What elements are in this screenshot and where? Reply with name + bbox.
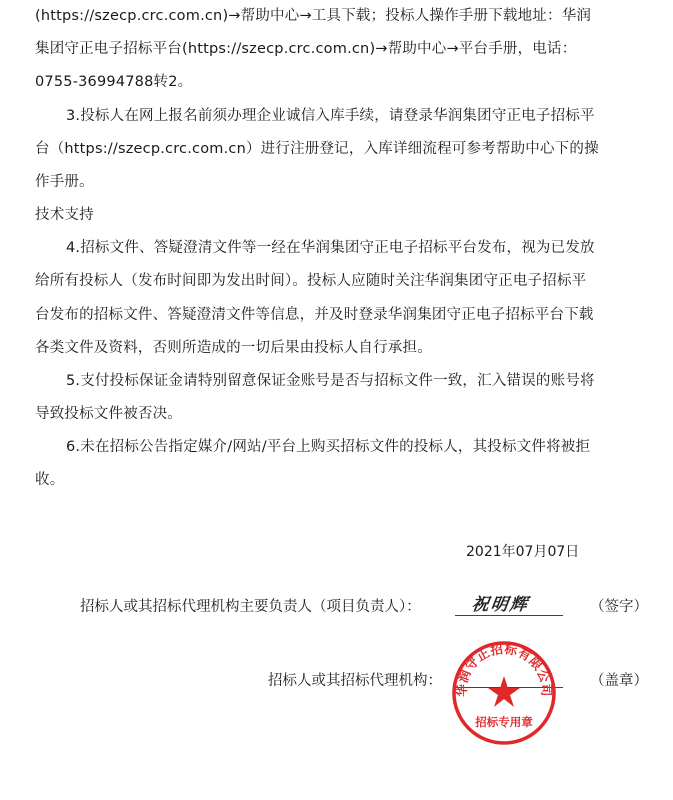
organization-label: 招标人或其招标代理机构：	[268, 673, 442, 689]
document-date: 2021年07月07日	[466, 544, 580, 560]
paragraph-line: 各类文件及资料，否则所造成的一切后果由投标人自行承担。	[35, 340, 432, 356]
paragraph-line: 收。	[35, 472, 65, 488]
paragraph-line: (https://szecp.crc.com.cn)→帮助中心→工具下载；投标人操作手册下载地址：华润	[35, 8, 592, 24]
paragraph-line: 作手册。	[35, 174, 94, 190]
paragraph-line: 3.投标人在网上报名前须办理企业诚信入库手续，请登录华润集团守正电子招标平	[66, 108, 595, 124]
signature-line	[455, 615, 563, 616]
seal-note: （盖章）	[590, 673, 648, 689]
signature-label: 招标人或其招标代理机构主要负责人（项目负责人）：	[80, 599, 421, 615]
paragraph-line: 导致投标文件被否决。	[35, 406, 182, 422]
handwritten-signature: 祝明辉	[470, 595, 531, 615]
svg-text:招标专用章: 招标专用章	[475, 715, 533, 729]
paragraph-line: 4.招标文件、答疑澄清文件等一经在华润集团守正电子招标平台发布，视为已发放	[66, 240, 595, 256]
paragraph-line: 5.支付投标保证金请特别留意保证金账号是否与招标文件一致，汇入错误的账号将	[66, 373, 595, 389]
paragraph-line: 0755-36994788转2。	[35, 74, 193, 90]
paragraph-line: 6.未在招标公告指定媒介/网站/平台上购买招标文件的投标人，其投标文件将被拒	[66, 439, 591, 455]
paragraph-line: 给所有投标人（发布时间即为发出时间）。投标人应随时关注华润集团守正电子招标平	[35, 273, 587, 289]
paragraph-line: 台发布的招标文件、答疑澄清文件等信息，并及时登录华润集团守正电子招标平台下载	[35, 307, 594, 323]
company-seal-icon	[449, 638, 559, 748]
svg-text:华润守正招标有限公司: 华润守正招标有限公司	[453, 640, 555, 697]
paragraph-line: 集团守正电子招标平台(https://szecp.crc.com.cn)→帮助中心→平台手册，电话：	[35, 41, 577, 57]
paragraph-line: 台（https://szecp.crc.com.cn）进行注册登记，入库详细流程可参考帮助中心下的操	[35, 141, 599, 157]
section-heading: 技术支持	[35, 207, 94, 223]
signature-note: （签字）	[590, 599, 648, 615]
